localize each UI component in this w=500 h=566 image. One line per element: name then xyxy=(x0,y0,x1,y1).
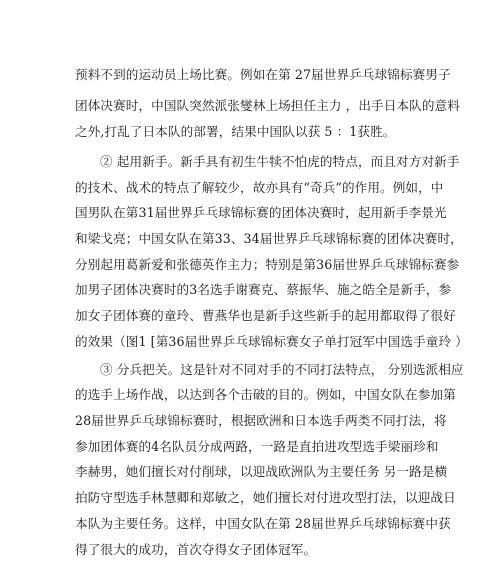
text-line: 国男队在第31届世界乒乓球锦标赛的团体决赛时，起用新手李景光 xyxy=(75,205,447,220)
text-line: 分别起用葛新爱和张德英作主力；特别是第36届世界乒乓球锦标赛参 xyxy=(75,257,460,272)
text-line: 的选手上场作战，以达到各个击破的目的。例如，中国女队在参加第 xyxy=(75,387,456,402)
text-line: 加女子团体赛的童玲、曹燕华也是新手这些新手的起用都取得了很好 xyxy=(75,308,456,323)
figure-caption-line: 的效果（图1 [第36届世界乒乓球锦标赛女子单打冠军中国选手童玲 ） xyxy=(75,334,468,349)
text-line: 加男子团体决赛时的3名选手谢赛克、蔡振华、施之皓全是新手，参 xyxy=(75,282,452,297)
paragraph-2-first-line: ② 起用新手。新手具有初生牛犊不怕虎的特点，而且对方对新手 xyxy=(100,154,460,169)
text-line: 预料不到的运动员上场比赛。例如在第 27届世界乒乓球锦标赛男子 xyxy=(75,67,451,82)
text-line: 拍防守型选手林慧卿和郑敏之，她们擅长对付进攻型打法，以迎战日 xyxy=(75,490,456,505)
text-line: 和梁戈亮；中国女队在第33、34届世界乒乓球锦标赛的团体决赛时， xyxy=(75,231,463,246)
text-line: 28届世界乒乓球锦标赛时，根据欧洲和日本选手两类不同打法，将 xyxy=(75,413,447,428)
text-line: 本队为主要任务。这样，中国女队在第 28届世界乒乓球锦标赛中获 xyxy=(75,516,451,531)
text-line: 团体决赛时，中国队突然派张燮林上场担任主力 ，出手日本队的意料 xyxy=(75,98,460,113)
text-line: 参加团体赛的4名队员分成两路，一路是直拍进攻型选手梁丽珍和 xyxy=(75,439,439,454)
paragraph-3-first-line: ③ 分兵把关。这是针对不同对手的不同打法特点， 分别选派相应 xyxy=(100,362,464,377)
text-line: 得了很大的成功，首次夺得女子团体冠军。 xyxy=(75,542,317,557)
text-line: 之外,打乱了日本队的部署，结果中国队以获 5 ：1获胜。 xyxy=(75,124,396,139)
text-line: 李赫男，她们擅长对付削球，以迎战欧洲队为主要任务 另一路是横 xyxy=(75,464,448,479)
text-line: 的技术、战术的特点了解较少，故亦具有“奇兵”的作用。例如，中 xyxy=(75,180,444,195)
